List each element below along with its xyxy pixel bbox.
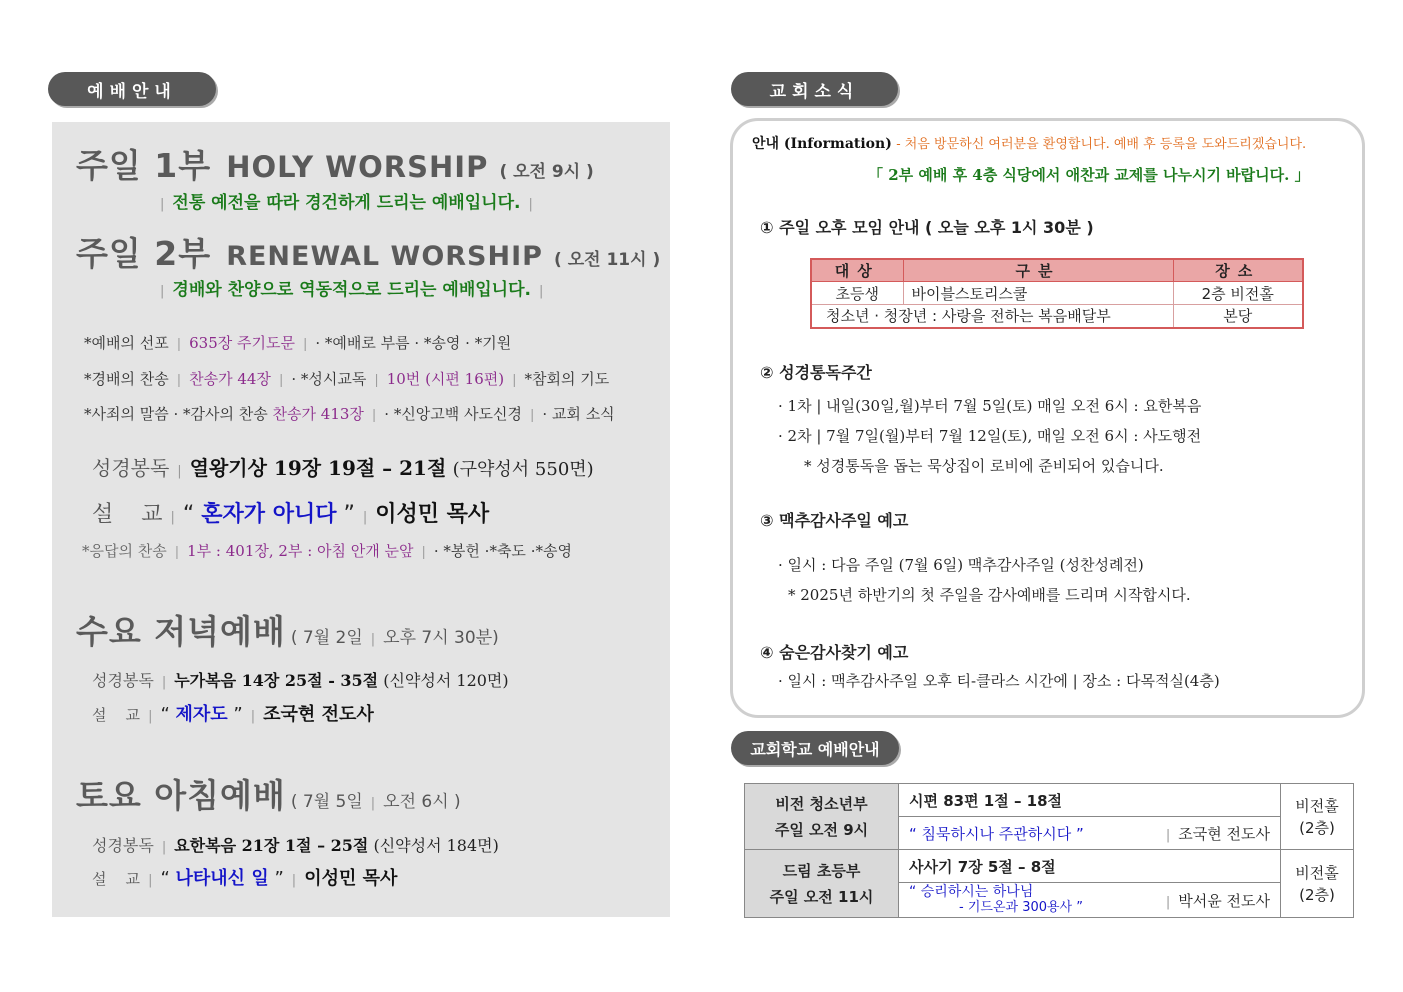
wednesday-reading-label: 성경봉독 [92, 671, 154, 690]
school-r2-preacher-cell: | 박서윤 전도사 [1148, 883, 1281, 918]
worship2-title: 주일 2부 [76, 234, 212, 273]
worship1-desc: 전통 예전을 따라 경건하게 드리는 예배입니다. [172, 193, 521, 213]
row2-target: 청소년 · 청장년 : 사랑을 전하는 복음배달부 [811, 305, 1173, 328]
school-r2-time: 주일 오전 11시 [769, 887, 874, 906]
worship2-desc-line: | 경배와 찬양으로 역동적으로 드리는 예배입니다. | [160, 280, 544, 300]
school-r2-preacher: 박서윤 전도사 [1178, 891, 1270, 910]
news-panel [730, 118, 1365, 718]
saturday-sermon-label: 설 교 [92, 870, 141, 888]
response-hymns: 1부 : 401장, 2부 : 아침 안개 눈앞 [187, 542, 414, 560]
worship-panel [52, 122, 670, 917]
worship2-subtitle: RENEWAL WORSHIP [226, 241, 543, 272]
school-r2-title [899, 883, 1148, 918]
response-line: *응답의 찬송 | 1부 : 401장, 2부 : 아침 안개 눈앞 | · *봉헌 ·*축도 ·*송영 [82, 542, 572, 560]
section2-note: * 성경통독을 돕는 묵상집이 로비에 준비되어 있습니다. [804, 457, 1164, 475]
saturday-time: 오전 6시 ) [383, 792, 461, 812]
saturday-reading-line: 성경봉독 | 요한복음 21장 1절 – 25절 (신약성서 184면) [92, 836, 499, 855]
order-praise: *경배의 찬송 [84, 370, 169, 388]
fellowship-notice: 「 2부 예배 후 4층 식당에서 애찬과 교제를 나누시기 바랍니다. 」 [868, 166, 1310, 184]
table-row [745, 850, 1354, 883]
order-psalm: 10번 (시편 16편) [386, 370, 505, 388]
wednesday-sermon-line: 설 교 | “ 제자도 ” | 조국현 전도사 [92, 704, 374, 725]
school-r1-place [1281, 784, 1354, 850]
section4-line1: · 일시 : 맥추감사주일 오후 티-클라스 시간에 | 장소 : 다목적실(4층) [778, 672, 1220, 690]
response-hymn-label: *응답의 찬송 [82, 542, 167, 560]
order-call: · *예배로 부름 · *송영 · *기원 [315, 334, 512, 352]
worship2-heading [76, 228, 660, 275]
wednesday-reading-page: (신약성서 120면) [383, 671, 509, 690]
worship-guide-header: 예배안내 [48, 72, 216, 106]
order-hymn-413: 찬송가 413장 [272, 405, 364, 423]
order-proclamation: *예배의 선포 [84, 334, 169, 352]
school-table [744, 783, 1354, 918]
worship2-time: ( 오전 11시 ) [554, 250, 661, 270]
saturday-reading-label: 성경봉독 [92, 836, 154, 855]
order-hymn-1: 635장 주기도문 [189, 334, 295, 352]
school-r2-place [1281, 850, 1354, 918]
info-text: - 처음 방문하신 여러분을 환영합니다. 예배 후 등록을 도와드리겠습니다. [896, 137, 1307, 152]
meeting-table-header [811, 259, 1303, 282]
school-r2-scripture: 사사기 7장 5절 – 8절 [899, 850, 1281, 883]
row1-category: 바이블스토리스쿨 [903, 282, 1173, 305]
saturday-sermon-title: 나타내신 일 [175, 868, 269, 889]
saturday-heading: 토요 아침예배 ( 7월 5일 | 오전 6시 ) [76, 776, 461, 815]
school-r1-title-text: “ 침묵하시나 주관하시다 ” [909, 824, 1084, 843]
order-news: · 교회 소식 [542, 405, 615, 423]
section2-line2: · 2차 | 7월 7일(월)부터 7월 12일(토), 매일 오전 6시 : 사도행전 [778, 427, 1202, 445]
meeting-table [810, 258, 1304, 329]
table-row [811, 305, 1303, 328]
school-row2-left [745, 850, 899, 918]
saturday-title: 토요 아침예배 [76, 776, 286, 815]
saturday-date: ( 7월 5일 [290, 792, 363, 812]
section4-title: ④ 숨은감사찾기 예고 [760, 643, 909, 662]
wednesday-sermon-open: “ [160, 704, 170, 725]
saturday-sermon-open: “ [160, 868, 170, 889]
row2-place: 본당 [1173, 305, 1303, 328]
main-reading-line: 성경봉독 | 열왕기상 19장 19절 – 21절 (구약성서 550면) [92, 456, 594, 480]
wednesday-preacher: 조국현 전도사 [263, 704, 374, 725]
worship1-heading [76, 140, 594, 187]
order-line-2: *경배의 찬송 | 찬송가 44장 | · *성시교독 | 10번 (시편 16편) | *참회의 기도 [84, 370, 610, 388]
section1-title: ① 주일 오후 모임 안내 ( 오늘 오후 1시 30분 ) [760, 218, 1094, 237]
main-sermon-close: ” [343, 502, 355, 527]
main-reading-page: (구약성서 550면) [452, 459, 594, 480]
saturday-reading-text: 요한복음 21장 1절 – 25절 [174, 836, 369, 855]
school-r2-place-a: 비전홀 [1295, 863, 1339, 882]
main-sermon-label: 설 교 [92, 502, 163, 527]
school-r1-time: 주일 오전 9시 [774, 820, 869, 839]
response-rest: · *봉헌 ·*축도 ·*송영 [433, 542, 572, 560]
worship1-title: 주일 1부 [76, 146, 212, 185]
section3-title: ③ 맥추감사주일 예고 [760, 511, 909, 530]
order-line-3: *사죄의 말씀 · *감사의 찬송 찬송가 413장 | · *신앙고백 사도신경 | · 교회 소식 [84, 405, 615, 423]
school-r2-place-b: (2층) [1299, 885, 1335, 904]
school-r1-place-b: (2층) [1299, 818, 1335, 837]
row1-place: 2층 비전홀 [1173, 282, 1303, 305]
wednesday-sermon-title: 제자도 [175, 704, 228, 725]
saturday-sermon-line: 설 교 | “ 나타내신 일 ” | 이성민 목사 [92, 868, 398, 889]
wednesday-reading-text: 누가복음 14장 25절 - 35절 [174, 671, 379, 690]
school-r1-place-a: 비전홀 [1295, 796, 1339, 815]
order-line-1: *예배의 선포 | 635장 주기도문 | · *예배로 부름 · *송영 · *기원 [84, 334, 512, 352]
info-label: 안내 (Information) [752, 136, 892, 152]
saturday-preacher: 이성민 목사 [304, 868, 398, 889]
info-line [752, 133, 1306, 153]
section3-line1: · 일시 : 다음 주일 (7월 6일) 맥추감사주일 (성찬성례전) [778, 556, 1144, 574]
order-creed: · *신앙고백 사도신경 [384, 405, 523, 423]
school-r1-scripture: 시편 83편 1절 – 18절 [899, 784, 1281, 817]
school-r2-title-b: - 기드온과 300용사 ” [959, 900, 1083, 915]
main-reading-label: 성경봉독 [92, 456, 170, 480]
wednesday-date: ( 7월 2일 [290, 628, 363, 648]
main-sermon-open: “ [182, 502, 195, 527]
saturday-sermon-close: ” [274, 868, 284, 889]
order-repentance: *참회의 기도 [524, 370, 610, 388]
school-r1-group: 비전 청소년부 [775, 794, 868, 813]
school-r2-title-a: “ 승리하시는 하나님 [909, 884, 1034, 900]
main-sermon-preacher: 이성민 목사 [375, 502, 490, 527]
wednesday-title: 수요 저녁예배 [76, 612, 286, 651]
saturday-reading-page: (신약성서 184면) [373, 836, 499, 855]
section3-note: * 2025년 하반기의 첫 주일을 감사예배를 드리며 시작합시다. [788, 586, 1191, 604]
worship1-time: ( 오전 9시 ) [499, 162, 594, 182]
table-row [811, 282, 1303, 305]
table-row [745, 784, 1354, 817]
section2-line1: · 1차 | 내일(30일,월)부터 7월 5일(토) 매일 오전 6시 : 요한복음 [778, 397, 1202, 415]
header-category: 구분 [903, 259, 1173, 282]
main-sermon-title: 혼자가 아니다 [201, 502, 337, 527]
main-sermon-line: 설 교 | “ 혼자가 아니다 ” | 이성민 목사 [92, 502, 490, 527]
wednesday-sermon-close: ” [233, 704, 243, 725]
worship2-desc: 경배와 찬양으로 역동적으로 드리는 예배입니다. [172, 280, 531, 300]
worship1-subtitle: HOLY WORSHIP [226, 150, 489, 184]
wednesday-reading-line: 성경봉독 | 누가복음 14장 25절 - 35절 (신약성서 120면) [92, 671, 509, 690]
wednesday-sermon-label: 설 교 [92, 706, 141, 724]
header-target: 대상 [811, 259, 903, 282]
school-r1-title [899, 817, 1148, 850]
row1-target: 초등생 [811, 282, 903, 305]
school-r1-preacher: 조국현 전도사 [1178, 824, 1270, 843]
section2-title: ② 성경통독주간 [760, 363, 872, 382]
wednesday-heading: 수요 저녁예배 ( 7월 2일 | 오후 7시 30분) [76, 612, 499, 651]
order-responsive: · *성시교독 [291, 370, 367, 388]
main-reading-text: 열왕기상 19장 19절 – 21절 [189, 456, 447, 480]
order-hymn-44: 찬송가 44장 [189, 370, 271, 388]
wednesday-time: 오후 7시 30분) [383, 628, 499, 648]
school-r1-preacher-cell: | 조국현 전도사 [1148, 817, 1281, 850]
church-news-header: 교회소식 [731, 72, 898, 106]
order-absolution: *사죄의 말씀 · *감사의 찬송 [84, 405, 268, 423]
header-place: 장소 [1173, 259, 1303, 282]
school-row1-left [745, 784, 899, 850]
school-r2-group: 드림 초등부 [782, 861, 861, 880]
worship1-desc-line: | 전통 예전을 따라 경건하게 드리는 예배입니다. | [160, 193, 533, 213]
church-school-header: 교회학교 예배안내 [731, 731, 899, 765]
